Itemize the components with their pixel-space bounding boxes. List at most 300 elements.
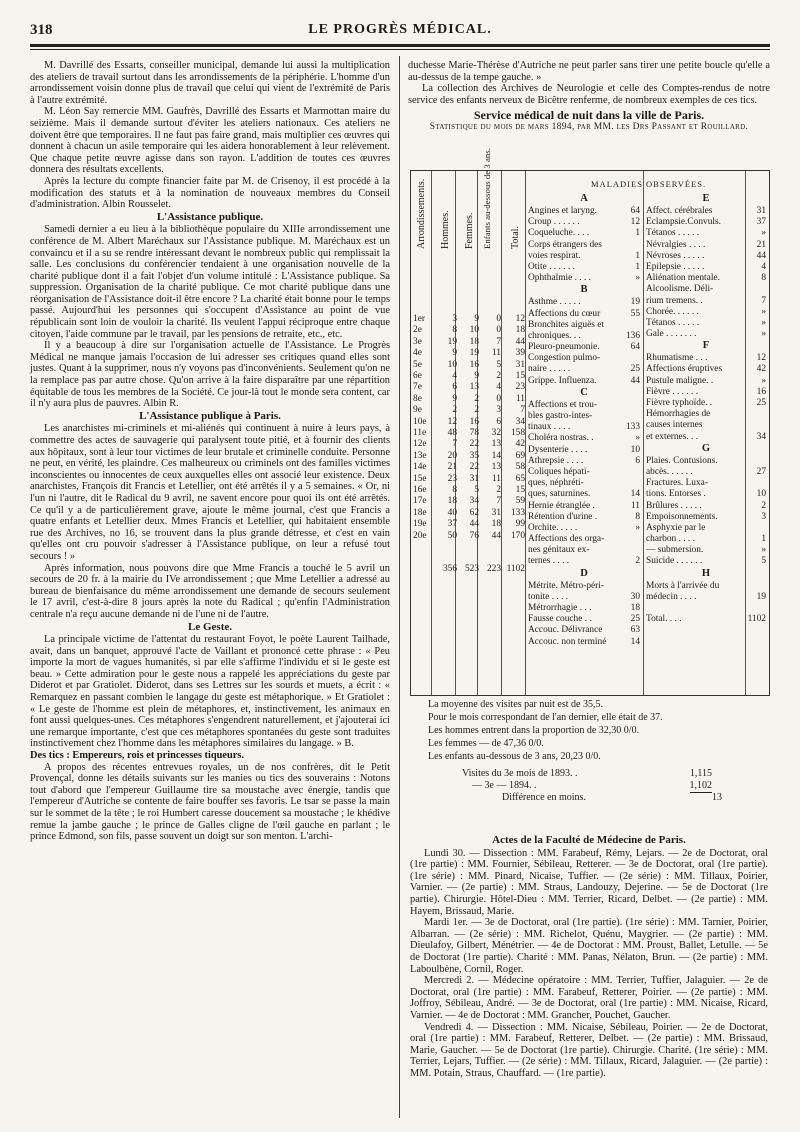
disease-row bbox=[646, 206, 766, 217]
category-letter: B bbox=[580, 284, 588, 296]
disease-label: Athrepsie . . . . bbox=[528, 455, 584, 466]
disease-label: abcès. . . . . . bbox=[646, 466, 693, 477]
arrondissement-label: 13e bbox=[413, 450, 427, 461]
table-cell: 15 bbox=[515, 485, 525, 495]
disease-label: nes génitaux ex- bbox=[528, 545, 590, 556]
visits-label: Visites du 3e mois de 1893. . bbox=[462, 768, 578, 779]
disease-label: Accouc. non terminé bbox=[528, 636, 607, 647]
table-cell: 6 bbox=[452, 382, 457, 393]
paragraph: La collection des Archives de Neurologie et celle des Comptes-rendus de notre service des enfants nerveux de Bicêtre renferme, de nombreux exemples de ces tics. bbox=[408, 83, 770, 106]
table-cell: 3 bbox=[452, 314, 457, 324]
table-cell: 11 bbox=[491, 348, 501, 359]
disease-label: Affect. cérébrales bbox=[646, 206, 713, 216]
disease-row bbox=[528, 400, 640, 411]
right-column bbox=[408, 60, 770, 134]
disease-count: 8 bbox=[635, 511, 640, 522]
disease-count: 1 bbox=[761, 534, 766, 545]
disease-label: Epilepsie . . . . . bbox=[646, 261, 705, 272]
disease-count: 25 bbox=[630, 364, 640, 375]
disease-count: 1 bbox=[635, 228, 640, 239]
category-letter: D bbox=[580, 567, 588, 579]
disease-row bbox=[528, 342, 640, 353]
table-cell: 76 bbox=[469, 530, 479, 541]
table-cell: 44 bbox=[491, 530, 501, 541]
header-rule-thin bbox=[30, 49, 770, 50]
arrondissement-label: 18e bbox=[413, 507, 427, 518]
disease-count: 10 bbox=[630, 444, 640, 455]
table-cell: 4 bbox=[496, 382, 501, 393]
visits-label: Différence en moins. bbox=[502, 792, 586, 803]
category-letter: G bbox=[701, 442, 711, 454]
disease-label: Hémorrhagies de bbox=[646, 409, 711, 420]
disease-count: 10 bbox=[756, 489, 766, 500]
disease-row bbox=[528, 422, 640, 433]
disease-row bbox=[528, 637, 640, 648]
category-letter: C bbox=[580, 386, 588, 398]
disease-label: tinaux . . . . bbox=[528, 422, 571, 433]
disease-row bbox=[646, 489, 766, 500]
table-cell: 65 bbox=[515, 473, 525, 484]
disease-label: naire . . . . . bbox=[528, 364, 571, 375]
table-cell: 34 bbox=[515, 416, 525, 427]
category-letter: F bbox=[702, 340, 710, 352]
disease-count: » bbox=[635, 522, 640, 533]
disease-row bbox=[646, 512, 766, 523]
table-cell: 2 bbox=[496, 485, 501, 495]
disease-count: 1102 bbox=[747, 614, 766, 625]
disease-label: Congestion pulmo- bbox=[528, 353, 601, 364]
table-cell: 44 bbox=[469, 519, 479, 530]
disease-label: Affections éruptives bbox=[646, 364, 723, 375]
disease-count: 30 bbox=[630, 591, 640, 602]
disease-row bbox=[528, 240, 640, 251]
table-cell: 22 bbox=[469, 439, 479, 450]
disease-label: et externes. . . bbox=[646, 431, 699, 442]
disease-row bbox=[646, 376, 766, 387]
disease-row bbox=[528, 625, 640, 636]
table-cell: 12 bbox=[515, 314, 525, 324]
disease-label: Gale . . . . . . . bbox=[646, 329, 697, 340]
note-line: Les hommes entrent dans la proportion de 32,30 0/0. bbox=[428, 725, 640, 736]
disease-row bbox=[646, 432, 766, 443]
disease-count: 63 bbox=[630, 625, 640, 636]
arrondissement-label: 15e bbox=[413, 473, 427, 484]
table-cell: 13 bbox=[491, 439, 501, 450]
disease-count: » bbox=[761, 317, 766, 328]
disease-row bbox=[528, 228, 640, 239]
disease-count: 12 bbox=[756, 353, 766, 364]
disease-row bbox=[646, 296, 766, 307]
disease-row bbox=[528, 353, 640, 364]
arrondissement-label: 20e bbox=[413, 530, 427, 541]
category-letter: E bbox=[702, 193, 710, 204]
disease-count: 18 bbox=[630, 603, 640, 613]
table-cell: 15 bbox=[515, 371, 525, 381]
disease-label: chroniques. . . bbox=[528, 330, 581, 341]
disease-row bbox=[646, 307, 766, 318]
disease-count: 16 bbox=[756, 386, 766, 397]
right-column-intro bbox=[408, 60, 770, 106]
disease-count: 1 bbox=[635, 250, 640, 261]
disease-count: 1 bbox=[635, 261, 640, 272]
disease-label: Choléra nostras. . bbox=[528, 433, 594, 444]
disease-label: Fausse couche . . bbox=[528, 614, 592, 625]
disease-count: » bbox=[761, 545, 766, 556]
arrondissement-label: 11e bbox=[413, 428, 427, 438]
table-cell: 32 bbox=[491, 428, 501, 438]
table-cell: 2 bbox=[452, 405, 457, 416]
disease-row bbox=[528, 376, 640, 387]
disease-label: Eclampsie.Convuls. bbox=[646, 217, 721, 228]
table-cell: 18 bbox=[469, 336, 479, 347]
disease-row bbox=[646, 523, 766, 534]
table-rule bbox=[525, 171, 526, 695]
disease-row bbox=[528, 603, 640, 614]
disease-label: Fièvre . . . . . . bbox=[646, 386, 699, 397]
disease-label: Empoisonnements. bbox=[646, 511, 718, 522]
disease-label: Tétanos . . . . . bbox=[646, 317, 700, 328]
disease-row bbox=[528, 456, 640, 467]
faculte-section bbox=[410, 834, 768, 1079]
note-line: Pour le mois correspondant de l'an dernier, elle était de 37. bbox=[428, 712, 663, 723]
left-column bbox=[30, 60, 390, 843]
disease-label: Croup . . . . . . bbox=[528, 217, 580, 228]
disease-row bbox=[646, 614, 766, 625]
disease-row bbox=[646, 284, 766, 295]
disease-label: Métrorrhagie . . . bbox=[528, 603, 592, 613]
table-cell: 5 bbox=[474, 485, 479, 495]
disease-label: Ophthalmie . . . . bbox=[528, 273, 592, 284]
disease-label: Grippe. Influenza. bbox=[528, 375, 597, 386]
table-cell: 10 bbox=[447, 359, 457, 370]
disease-row bbox=[646, 592, 766, 603]
disease-label: rium tremens. . bbox=[646, 295, 703, 306]
disease-count: 4 bbox=[761, 261, 766, 272]
disease-count: 31 bbox=[756, 206, 766, 216]
disease-count: 21 bbox=[756, 239, 766, 250]
disease-label: causes internes bbox=[646, 420, 703, 431]
paragraph: M. Davrillé des Essarts, conseiller municipal, demande lui aussi la multiplication des ateliers de travail surtout dans les arrondissements de la périphérie. L'homme d'un arrondissement voisin donne plus de travail que celui qui vient de l'extrémité de Paris à l'autre extrémité. bbox=[30, 60, 390, 106]
section-heading: L'Assistance publique. bbox=[156, 210, 264, 223]
disease-count: 19 bbox=[630, 297, 640, 308]
table-cell: 11 bbox=[515, 393, 525, 404]
table-cell: 10 bbox=[469, 325, 479, 336]
disease-label: Brûlures . . . . . bbox=[646, 500, 702, 511]
col-header-femmes: Femmes. bbox=[464, 212, 475, 249]
diseases-column-e bbox=[646, 193, 766, 625]
disease-label: — submersion. bbox=[646, 545, 704, 556]
disease-row bbox=[646, 273, 766, 284]
disease-row bbox=[646, 409, 766, 420]
disease-count: 8 bbox=[761, 273, 766, 284]
header-rule-thick bbox=[30, 44, 770, 47]
column-total: 223 bbox=[486, 564, 501, 574]
disease-row bbox=[646, 534, 766, 545]
disease-count: » bbox=[761, 329, 766, 340]
table-cell: 133 bbox=[510, 507, 525, 518]
disease-row bbox=[646, 364, 766, 375]
disease-row bbox=[646, 329, 766, 340]
table-cell: 2 bbox=[474, 405, 479, 416]
disease-label: Morts à l'arrivée du bbox=[646, 580, 720, 591]
disease-label: Corps étrangers des bbox=[528, 239, 602, 250]
disease-row bbox=[528, 309, 640, 320]
table-cell: 37 bbox=[447, 519, 457, 530]
disease-label: Rétention d'urine . bbox=[528, 511, 598, 522]
disease-row bbox=[646, 217, 766, 228]
disease-row bbox=[646, 240, 766, 251]
table-cell: 8 bbox=[452, 325, 457, 336]
table-cell: 31 bbox=[469, 473, 479, 484]
disease-label: Asthme . . . . . bbox=[528, 297, 581, 308]
disease-label: Rhumatisme . . . bbox=[646, 353, 708, 364]
disease-count: » bbox=[761, 228, 766, 239]
arrondissement-label: 3e bbox=[413, 336, 422, 347]
disease-label: Asphyxie par le bbox=[646, 522, 706, 533]
col-header-total: Total. bbox=[510, 226, 521, 249]
table-cell: 39 bbox=[515, 348, 525, 359]
disease-count: 44 bbox=[630, 375, 640, 386]
disease-row bbox=[528, 331, 640, 342]
disease-count: 5 bbox=[761, 556, 766, 567]
arrondissement-label: 16e bbox=[413, 485, 427, 495]
disease-label: Coliques hépati- bbox=[528, 466, 590, 477]
table-cell: 7 bbox=[520, 405, 525, 416]
disease-row bbox=[646, 545, 766, 556]
disease-label: Pustule maligne. . bbox=[646, 375, 714, 386]
table-cell: 20 bbox=[447, 450, 457, 461]
visits-row bbox=[472, 780, 722, 792]
column-total: 356 bbox=[442, 564, 457, 574]
running-header bbox=[30, 22, 770, 40]
disease-label: Chorée. . . . . . bbox=[646, 306, 699, 317]
statistics-table bbox=[410, 148, 770, 696]
disease-count: » bbox=[635, 273, 640, 284]
paragraph: Vendredi 4. — Dissection : MM. Nicaise, Sébileau, Poirier. — 2e de Doctorat, oral (1re partie) : MM. Farabeuf, Retterer, Delbet. — (2e partie) : MM. Brissaud, Marie, Gaucher. — 5e de Doctorat (1re partie). Chirurgie. Charité. (1re série) : MM. Terrier, Lejars, Tuffier. — (2e série) : MM. Tillaux, Ricard, Jalaguier. — (2e partie) : MM. Potain, Straus, Chauffard. — (1re partie). bbox=[410, 1021, 768, 1079]
disease-count: 25 bbox=[630, 614, 640, 625]
disease-row bbox=[646, 228, 766, 239]
table-cell: 42 bbox=[515, 439, 525, 450]
paragraph: Samedi dernier a eu lieu à la bibliothèque populaire du XIIIe arrondissement une conférence de M. Albert Maréchaux sur l'Assistance publique. M. Maréchaux est un convaincu et il a su se rendre intéressant devant le nombreux public qui remplissait la salle. Les conclusions du conférencier tendaient à une organisation nouvelle de la charité publique dont il a fait l'objet d'un volume intitulé : L'Assistance publique. Sa suppression. Organisation de la charité publique. Ce mot charité publique dans une réorganisation de l'Assistance doit-il être encore ? La charité était bonne pour le temps passé. Aujourd'hui les personnes qui s'occupent d'Assistance au point de vue républicain sont loin de vouloir la charité. Ils veulent l'appui réciproque entre chaque citoyen, l'aide commune par le travail, par les pensions de retraite, etc., etc. bbox=[30, 224, 390, 340]
disease-label: Orchite. . . . . bbox=[528, 522, 578, 533]
paragraph: La principale victime de l'attentat du restaurant Foyot, le poète Laurent Tailhade, avait, dans un banquet, approuvé l'acte de Vaillant et prononcé cette phrase : « Peu importe la mort de vagues humanités, si par elle s'affirme l'individu et si le geste est beau. » Cette admiration pour le geste nous a rappelé les appréciations du geste par Diderot et par Gratiolet. Diderot, dans ses Lettres sur les sourds et muets, a écrit : « Remarquez en passant combien le langage du geste est métaphorique. » Et Gratiolet : « Le geste de l'homme est plein de métaphores, et, instinctivement, les animaux en font aussi quelques-unes. Ces métaphores s'engendrent naturellement, et j'ajouterai ici une remarque importante, c'est que ces métaphores spontanées du geste sont traduites instinctivement chez l'homme dans les métaphores similaires du langage. » B. bbox=[30, 634, 390, 750]
disease-count: 27 bbox=[756, 466, 766, 477]
paragraph: duchesse Marie-Thérèse d'Autriche ne peut parler sans tirer une petite boucle qu'elle a au-dessus de la tempe gauche. » bbox=[408, 60, 770, 83]
disease-count: 64 bbox=[630, 342, 640, 353]
disease-label: Fractures. Luxa- bbox=[646, 478, 708, 489]
disease-count: 55 bbox=[630, 308, 640, 319]
visits-row bbox=[502, 792, 752, 804]
table-cell: 50 bbox=[447, 530, 457, 541]
table-cell: 21 bbox=[447, 462, 457, 473]
table-cell: 11 bbox=[491, 473, 501, 484]
arrondissement-label: 1er bbox=[413, 314, 425, 324]
arrondissement-label: 2e bbox=[413, 325, 422, 336]
disease-row bbox=[646, 556, 766, 567]
table-cell: 7 bbox=[496, 496, 501, 507]
disease-row bbox=[646, 456, 766, 467]
disease-count: 19 bbox=[756, 591, 766, 602]
table-cell: 0 bbox=[496, 325, 501, 336]
visits-value: 1,115 bbox=[689, 768, 712, 779]
disease-count: 14 bbox=[630, 636, 640, 647]
disease-label: Hernie étranglée . bbox=[528, 500, 595, 511]
disease-label: Affections et trou- bbox=[528, 399, 598, 410]
disease-label: voies respirat. bbox=[528, 250, 581, 261]
table-cell: 3 bbox=[496, 405, 501, 416]
table-cell: 170 bbox=[510, 530, 525, 541]
disease-row bbox=[646, 467, 766, 478]
table-cell: 5 bbox=[496, 359, 501, 370]
disease-count: 14 bbox=[630, 489, 640, 500]
table-cell: 59 bbox=[515, 496, 525, 507]
disease-count: » bbox=[635, 433, 640, 444]
arrondissement-label: 17e bbox=[413, 496, 427, 507]
table-cell: 13 bbox=[469, 382, 479, 393]
disease-row bbox=[528, 206, 640, 217]
table-cell: 0 bbox=[496, 314, 501, 324]
disease-row bbox=[528, 581, 640, 592]
visits-label: — 3e — 1894. . bbox=[472, 780, 537, 791]
table-cell: 16 bbox=[469, 416, 479, 427]
table-cell: 19 bbox=[469, 348, 479, 359]
section-heading: Actes de la Faculté de Médecine de Paris. bbox=[492, 834, 686, 846]
table-cell: 4 bbox=[452, 371, 457, 381]
arrondissement-label: 4e bbox=[413, 348, 422, 359]
note-line: Les enfants au-dessous de 3 ans, 20,23 0/0. bbox=[428, 751, 601, 762]
paragraph: Mardi 1er. — 3e de Doctorat, oral (1re partie). (1re série) : MM. Tarnier, Poirier, Albarran. — (2e série) : MM. Richelot, Quénu, Maygrier. — (2e partie) : MM. Dieulafoy, Gilbert, Ménétrier. — 4e de Doctorat : MM. Proust, Ballet, Letulle. — 5e de Doctorat (1re partie). Charité : MM. Panas, Nélaton, Brun. — (2e partie) : MM. Laboulbène, Cornil, Roger. bbox=[410, 917, 768, 975]
table-cell: 18 bbox=[491, 519, 501, 530]
disease-count: 7 bbox=[761, 295, 766, 306]
column-total: 523 bbox=[464, 564, 479, 574]
section-heading: Des tics : Empereurs, rois et princesses tiqueurs. bbox=[30, 750, 245, 762]
diseases-column-a bbox=[528, 193, 640, 648]
note-line: La moyenne des visites par nuit est de 35,5. bbox=[428, 699, 603, 710]
disease-row bbox=[528, 501, 640, 512]
disease-count: 6 bbox=[635, 455, 640, 466]
category-letter: A bbox=[580, 193, 588, 204]
table-cell: 31 bbox=[491, 507, 501, 518]
disease-count: 37 bbox=[756, 217, 766, 228]
disease-label: Affections des orga- bbox=[528, 534, 605, 545]
disease-label: ternes . . . . bbox=[528, 556, 570, 567]
table-cell: 99 bbox=[515, 519, 525, 530]
disease-row bbox=[528, 273, 640, 284]
table-cell: 58 bbox=[515, 462, 525, 473]
disease-label: ques, néphréti- bbox=[528, 478, 584, 489]
table-cell: 0 bbox=[496, 393, 501, 404]
disease-label: Névralgies . . . . bbox=[646, 239, 706, 250]
visits-value: 1,102 bbox=[689, 780, 712, 791]
disease-row bbox=[646, 478, 766, 489]
column-total: 1102 bbox=[506, 564, 525, 574]
disease-row bbox=[646, 420, 766, 431]
table-cell: 158 bbox=[510, 428, 525, 438]
table-rule bbox=[643, 171, 644, 695]
disease-label: médecin . . . . bbox=[646, 591, 697, 602]
table-cell: 9 bbox=[474, 371, 479, 381]
table-cell: 48 bbox=[447, 428, 457, 438]
table-cell: 12 bbox=[447, 416, 457, 427]
disease-label: Aliénation mentale. bbox=[646, 273, 720, 284]
disease-count: 11 bbox=[630, 500, 640, 511]
disease-count: 42 bbox=[756, 364, 766, 375]
disease-row bbox=[528, 251, 640, 262]
table-cell: 6 bbox=[496, 416, 501, 427]
table-cell: 9 bbox=[452, 393, 457, 404]
visits-comparison bbox=[462, 768, 752, 804]
disease-label: tions. Entorses . bbox=[646, 489, 706, 500]
disease-label: Otite . . . . . . bbox=[528, 261, 575, 272]
disease-row bbox=[646, 501, 766, 512]
disease-row bbox=[528, 433, 640, 444]
disease-row bbox=[646, 581, 766, 592]
disease-label: Dysenterie . . . . bbox=[528, 444, 588, 455]
disease-count: 12 bbox=[630, 217, 640, 228]
table-cell: 22 bbox=[469, 462, 479, 473]
disease-row bbox=[646, 387, 766, 398]
table-cell: 2 bbox=[496, 371, 501, 381]
service-subtitle: Statistique du mois de mars 1894, par MM. les Drs Passant et Rouillard. bbox=[429, 121, 749, 132]
table-cell: 40 bbox=[447, 507, 457, 518]
disease-row bbox=[528, 556, 640, 567]
disease-label: Métrite. Métro-péri- bbox=[528, 580, 605, 591]
disease-row bbox=[528, 534, 640, 545]
paragraph: Mercredi 2. — Médecine opératoire : MM. Terrier, Tuffier, Jalaguier. — 2e de Doctorat, oral (1re partie) : MM. Farabeuf, Retterer, Poirier. — (2e partie) : MM. Joffroy, Sébileau, André. — 3e de Doctorat, oral (1re partie) : MM. Nicaise, Ricard, Varnier. — 4e de Doctorat : MM. Grancher, Pouchet, Gaucher. bbox=[410, 975, 768, 1021]
disease-count: 25 bbox=[756, 398, 766, 408]
table-cell: 19 bbox=[447, 336, 457, 347]
running-title: LE PROGRÈS MÉDICAL. bbox=[308, 22, 492, 37]
disease-label: Angines et laryng. bbox=[528, 206, 597, 216]
paragraph: A propos des récentes entrevues royales, un de nos confrères, dit le Petit Provençal, donne les détails suivants sur les manies ou tics des souverains : Notons tout d'abord que l'empereur Guillaume tire sa moustache avec énergie, tandis que l'empereur d'Autriche se contente de faire bouffer ses favoris. Le tsar se passe la main sur le sommet de la tête ; le roi Humbert caresse doucement sa moustache ; le khédive remue la jambe gauche ; le prince de Galles cligne de l'œil gauche en parlant ; le prince Edmond, son fils, passe souvent un doigt sur son menton. L'archi- bbox=[30, 761, 390, 843]
table-cell: 23 bbox=[515, 382, 525, 393]
disease-row bbox=[646, 603, 766, 614]
page-number: 318 bbox=[30, 22, 53, 38]
visits-value: 13 bbox=[712, 792, 722, 803]
arrondissement-label: 6e bbox=[413, 371, 422, 381]
disease-label: Alcoolisme. Déli- bbox=[646, 284, 714, 295]
disease-row bbox=[646, 262, 766, 273]
disease-row bbox=[528, 364, 640, 375]
disease-label: Affections du cœur bbox=[528, 308, 601, 319]
visits-row bbox=[462, 768, 712, 780]
table-cell: 18 bbox=[447, 496, 457, 507]
statistics-notes bbox=[428, 698, 663, 763]
section-heading: Le Geste. bbox=[188, 620, 232, 633]
table-cell: 69 bbox=[515, 450, 525, 461]
paragraph: Les anarchistes mi-criminels et mi-aliénés qui continuent à nuire à leurs pays, à commettre des actes de sauvagerie qui paralysent toute pitié, et à fournir des clients aux hôpitaux, sont à leur tour victimes de leur brutale et criminelle conduite. Personne ne peut, en vérité, les plaindre. Ces malheureux ou criminels ont des familles victimes inconscientes ou innocentes de ceux auxquelles elles ont associé leur existence. Deux anarchistes, François dit Francis et Letellier, ont été arrêtés il y a 5 semaines. « Or, ni l'un ni l'autre, dit le Radical du 9 avril, ne savent encore pour quoi ils ont été arrêtés. Ce qu'il y a de particulièrement grave, ajoute le même journal, c'est que Francis a quatre enfants et Letellier deux. Mmes Francis et Letellier, qui habitaient ensemble rue des Archives, no 16, se trouvent dans la plus grande détresse, et c'est en vain qu'elles ont cru pouvoir s'adresser à l'Assistance publique, on leur a refusé tout secours ! » bbox=[30, 423, 390, 562]
table-cell: 9 bbox=[452, 348, 457, 359]
disease-count: 2 bbox=[635, 556, 640, 567]
disease-count: 136 bbox=[625, 330, 640, 341]
disease-row bbox=[646, 318, 766, 329]
arrondissement-label: 7e bbox=[413, 382, 422, 393]
table-cell: 14 bbox=[491, 450, 501, 461]
table-cell: 7 bbox=[496, 336, 501, 347]
table-cell: 13 bbox=[491, 462, 501, 473]
table-cell: 78 bbox=[469, 428, 479, 438]
disease-label: bles gastro-intes- bbox=[528, 411, 593, 421]
paragraph: Il y a beaucoup à dire sur l'organisation actuelle de l'Assistance. Le Progrès Médical ne manque jamais l'occasion de lui adresser ses critiques quand elles sont justes. Quant à la supprimer, nous n'y voyons pas d'inconvénients. Seulement qu'on ne la remplace pas par autre chose. Qu'on arrive à la faire disparaître par une répartition équitable de tous les membres de la Société. Ce jour-là tout le monde sera content, car il n'y aura plus de pauvres. Albin R. bbox=[30, 340, 390, 410]
arrondissement-label: 9e bbox=[413, 405, 422, 416]
disease-row bbox=[646, 353, 766, 364]
table-cell: 7 bbox=[452, 439, 457, 450]
category-letter: H bbox=[701, 567, 711, 579]
table-cell: 44 bbox=[515, 336, 525, 347]
col-header-enfants: Enfants au-dessous de 3 ans. bbox=[482, 148, 492, 249]
col-header-arrondissements: Arrondissements. bbox=[416, 178, 427, 249]
table-cell: 35 bbox=[469, 450, 479, 461]
